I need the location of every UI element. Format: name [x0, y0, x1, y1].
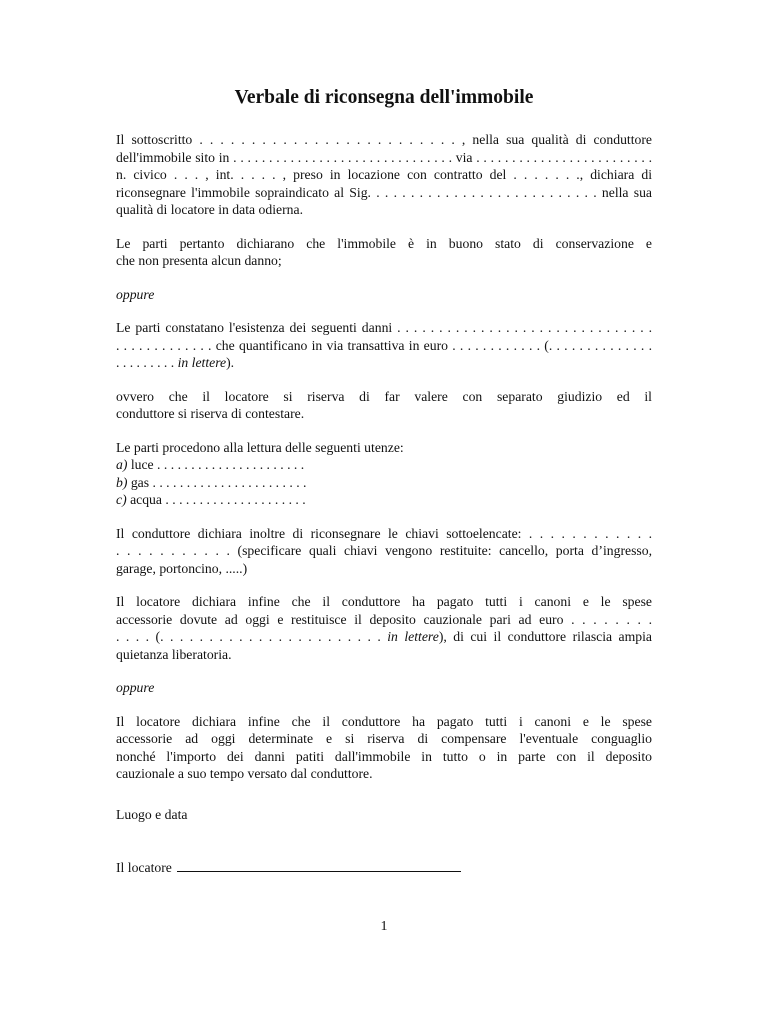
utility-letter: b) [116, 474, 128, 490]
text-line: dell'immobile sito in . . . . . . . . . . . . . . . . . . . . . . . . . . . . . . . via . . . . . . . . . . . . . . . . . . . . . . . . . [116, 149, 652, 165]
text-fragment: ), di cui il conduttore rilascia ampia [438, 629, 652, 644]
text-line: riconsegnare l'immobile sopraindicato al Sig. . . . . . . . . . . . . . . . . . . . . . . . . . . nella sua [116, 184, 652, 200]
text-line: che non presenta alcun danno; [116, 253, 282, 268]
text-line: Le parti constatano l'esistenza dei seguenti danni . . . . . . . . . . . . . . . . . . . . . . . . . . . . . . . [116, 320, 652, 335]
signature-line [177, 857, 461, 872]
text-line: quietanza liberatoria. [116, 646, 232, 662]
text-line: Le parti pertanto dichiarano che l'immobile è in buono stato di conservazione e [116, 235, 652, 251]
paragraph-deposit-returned [116, 593, 652, 663]
text-line: conduttore si riserva di contestare. [116, 406, 305, 421]
utilities-list [116, 439, 652, 509]
utility-text: luce . . . . . . . . . . . . . . . . . . . . . . [127, 457, 305, 472]
text-line: nonché l'importo dei danni patiti dall'immobile in tutto o in parte con il deposito [116, 748, 652, 764]
text-line: . . . . . . . . . . . (specificare quali chiavi vengono restituite: cancello, porta d’ingresso, [116, 543, 652, 558]
text-line: Il locatore dichiara infine che il conduttore ha pagato tutti i canoni e le spese [116, 594, 652, 609]
page-number: 1 [380, 919, 388, 934]
utility-item-gas [116, 474, 652, 492]
text-line: accessorie dovute ad oggi e restituisce il deposito cauzionale pari ad euro . . . . . . . . [116, 611, 652, 627]
text-line: n. civico . . . , int. . . . . , preso in locazione con contratto del . . . . . . ., dichiara di [116, 167, 652, 182]
signature-block [116, 857, 461, 877]
text-line: Il sottoscritto . . . . . . . . . . . . . . . . . . . . . . . . . , nella sua qualità di conduttore [116, 132, 652, 147]
text-fragment: ). [226, 355, 235, 370]
text-line [116, 628, 652, 646]
oppure-label [116, 679, 652, 697]
text-fragment: . . . . (. . . . . . . . . . . . . . . . . . . . . . . [116, 629, 388, 644]
text-line: . . . . . . . . . . . . . che quantificano in via transattiva in euro . . . . . . . . . . . . (. . . . . . . . . . . . . . [116, 337, 652, 353]
text-fragment: . . . . . . . . . [116, 355, 178, 370]
utility-letter: a) [116, 457, 128, 472]
paragraph-reserve [116, 388, 652, 423]
text-line: qualità di locatore in data odierna. [116, 202, 303, 217]
document-title: Verbale di riconsegna dell'immobile [234, 87, 534, 108]
in-lettere-text: in lettere [177, 355, 227, 370]
oppure-label [116, 286, 652, 304]
text-line: ovvero che il locatore si riserva di far valere con separato giudizio ed il [116, 388, 652, 404]
text-line: Il locatore dichiara infine che il conduttore ha pagato tutti i canoni e le spese [116, 713, 652, 729]
paragraph-declaration [116, 131, 652, 219]
place-and-date: Luogo e data [116, 807, 188, 822]
utility-letter: c) [116, 492, 127, 507]
utilities-intro: Le parti procedono alla lettura delle seguenti utenze: [116, 439, 404, 455]
paragraph-keys [116, 525, 652, 578]
oppure-text: oppure [116, 286, 155, 302]
paragraph-good-condition [116, 235, 652, 270]
text-line [116, 354, 652, 372]
text-line: Il conduttore dichiara inoltre di riconsegnare le chiavi sottoelencate: . . . . . . . . . . . . [116, 525, 652, 541]
utility-item-acqua [116, 491, 652, 509]
paragraph-damages [116, 319, 652, 372]
paragraph-deposit-compensation [116, 713, 652, 783]
text-line: garage, portoncino, .....) [116, 560, 248, 576]
utility-item-luce [116, 456, 652, 474]
text-line: accessorie ad oggi determinate e si riserva di compensare l'eventuale conguaglio [116, 731, 652, 746]
text-line: cauzionale a suo tempo versato dal conduttore. [116, 766, 373, 781]
document-body [116, 131, 652, 799]
in-lettere-text: in lettere [387, 629, 439, 644]
signature-label: Il locatore [116, 860, 172, 875]
utility-text: gas . . . . . . . . . . . . . . . . . . . . . . . [127, 474, 307, 490]
utility-text: acqua . . . . . . . . . . . . . . . . . . . . . [126, 492, 306, 507]
oppure-text: oppure [116, 680, 155, 695]
